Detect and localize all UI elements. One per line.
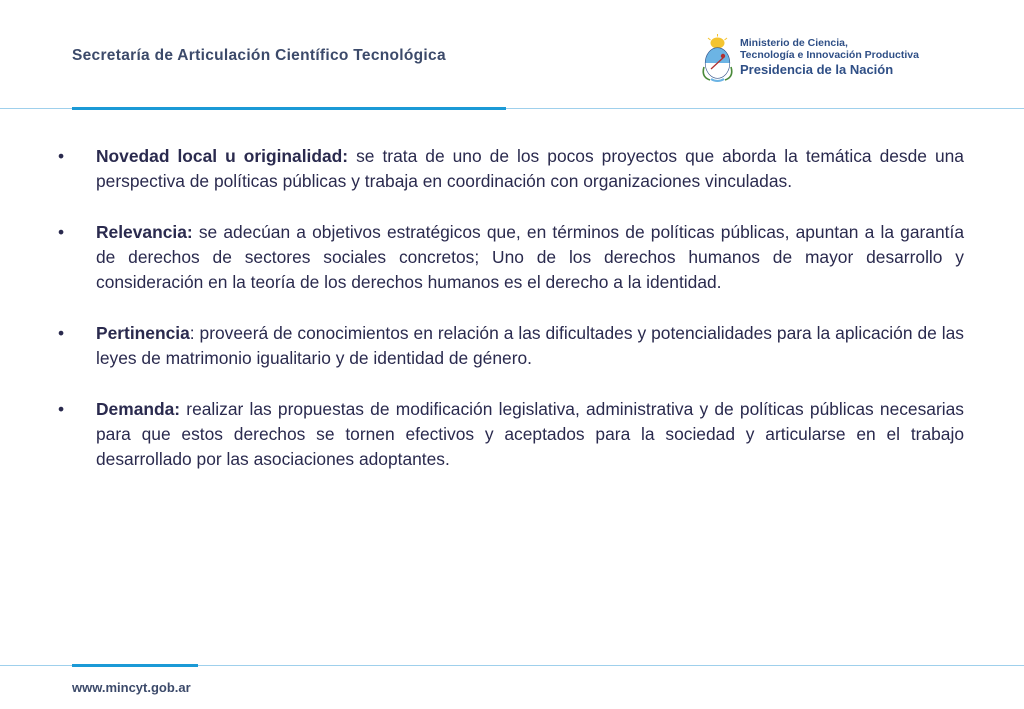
ministry-logo (701, 33, 941, 85)
bullet-term: Pertinencia (96, 323, 190, 343)
logo-line-presidencia: Presidencia de la Nación (740, 62, 894, 77)
bullet-marker: • (58, 399, 65, 419)
bullet-demanda (58, 397, 964, 472)
footer-url: www.mincyt.gob.ar (72, 680, 191, 695)
bullet-term: Demanda: (96, 399, 181, 419)
logo-line-ministerio: Ministerio de Ciencia, (740, 37, 848, 49)
bullet-term: Novedad local u originalidad: (96, 146, 349, 166)
bullet-text: realizar las propuestas de modificación legislativa, administrativa y de políticas públicas necesarias para que estos derechos se tornen efectivos y aceptados para la sociedad y articularse en el trabajo desarrollado por las asociaciones adoptantes. (96, 399, 964, 469)
bullet-relevancia (58, 220, 964, 295)
logo-line-tecnologia: Tecnología e Innovación Productiva (740, 49, 919, 61)
bullet-term: Relevancia: (96, 222, 193, 242)
header-title: Secretaría de Articulación Científico Tecnológica (72, 47, 446, 64)
bullet-text: se trata de uno de los pocos proyectos que aborda la temática desde una perspectiva de políticas públicas y trabaja en coordinación con organizaciones vinculadas. (96, 146, 964, 191)
bullet-novedad (58, 144, 964, 194)
footer-accent-bar (72, 664, 198, 667)
bullet-marker: • (58, 222, 65, 242)
bullet-marker: • (58, 146, 65, 166)
bullet-text: se adecúan a objetivos estratégicos que, en términos de políticas públicas, apuntan a la garantía de derechos de sectores sociales concretos; Uno de los derechos humanos de mayor desarrollo y consideración en la teoría de los derechos humanos es el derecho a la identidad. (96, 222, 964, 292)
logo-text (740, 37, 919, 78)
national-seal-icon (701, 33, 734, 83)
bullet-list (58, 144, 964, 498)
header-accent-bar (72, 107, 506, 110)
bullet-pertinencia (58, 321, 964, 371)
bullet-text: : proveerá de conocimientos en relación a las dificultades y potencialidades para la aplicación de las leyes de matrimonio igualitario y de identidad de género. (96, 323, 964, 368)
bullet-marker: • (58, 323, 65, 343)
